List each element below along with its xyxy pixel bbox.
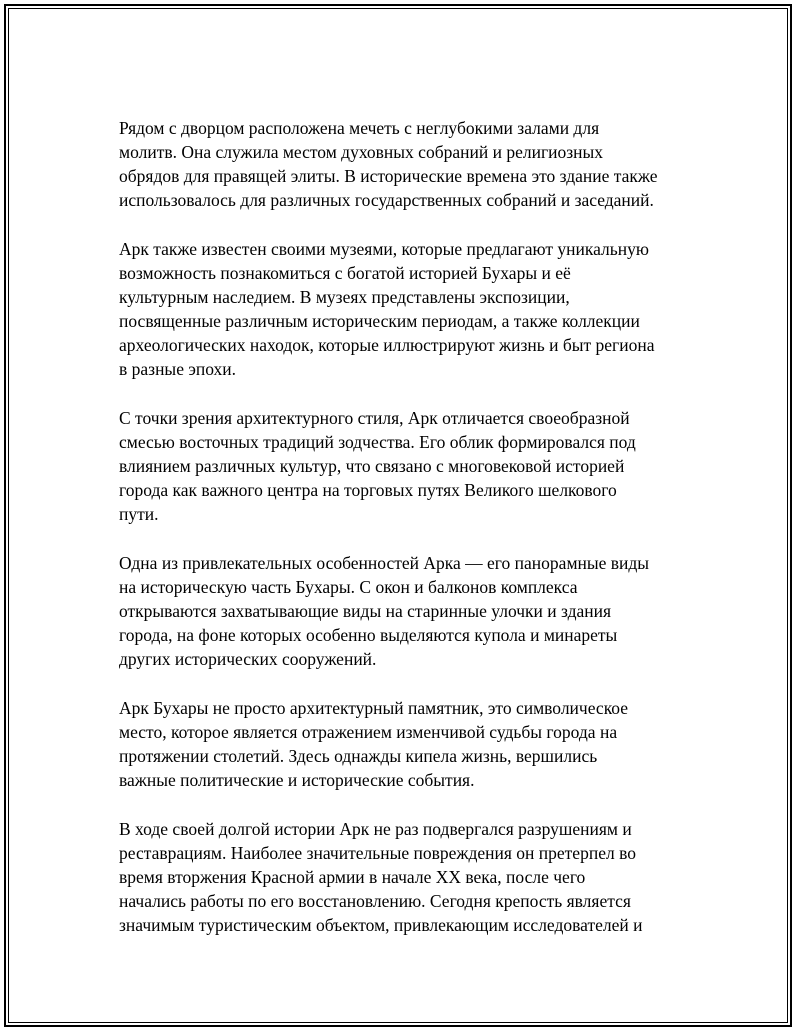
paragraph-history bbox=[119, 817, 689, 937]
text-line: возможность познакомиться с богатой историей Бухары и её bbox=[119, 263, 571, 283]
text-line: обрядов для правящей элиты. В исторические времена это здание также bbox=[119, 166, 658, 186]
text-line: Одна из привлекательных особенностей Арка — его панорамные виды bbox=[119, 553, 650, 573]
text-line: значимым туристическим объектом, привлекающим исследователей и bbox=[119, 915, 643, 935]
paragraph-mosque bbox=[119, 116, 689, 212]
text-line: открываются захватывающие виды на старинные улочки и здания bbox=[119, 601, 612, 621]
text-line: важные политические и исторические события. bbox=[119, 770, 475, 790]
paragraph-museums bbox=[119, 237, 689, 381]
text-line: пути. bbox=[119, 504, 159, 524]
text-line: на историческую часть Бухары. С окон и балконов комплекса bbox=[119, 577, 578, 597]
text-line: начались работы по его восстановлению. Сегодня крепость является bbox=[119, 891, 631, 911]
text-line: Арк Бухары не просто архитектурный памятник, это символическое bbox=[119, 698, 629, 718]
paragraph-panoramic-views bbox=[119, 551, 689, 671]
text-line: протяжении столетий. Здесь однажды кипела жизнь, вершились bbox=[119, 746, 598, 766]
text-line: время вторжения Красной армии в начале XX века, после чего bbox=[119, 867, 586, 887]
text-line: С точки зрения архитектурного стиля, Арк отличается своеобразной bbox=[119, 408, 630, 428]
text-line: города, на фоне которых особенно выделяются купола и минареты bbox=[119, 625, 618, 645]
text-line: влиянием различных культур, что связано с многовековой историей bbox=[119, 456, 625, 476]
text-line: Рядом с дворцом расположена мечеть с неглубокими залами для bbox=[119, 118, 600, 138]
text-line: смесью восточных традиций зодчества. Его облик формировался под bbox=[119, 432, 636, 452]
paragraph-symbolic-place bbox=[119, 696, 689, 792]
text-line: других исторических сооружений. bbox=[119, 649, 377, 669]
text-line: молитв. Она служила местом духовных собраний и религиозных bbox=[119, 142, 604, 162]
text-line: города как важного центра на торговых путях Великого шелкового bbox=[119, 480, 617, 500]
paragraph-architecture bbox=[119, 406, 689, 526]
document-body bbox=[119, 116, 689, 962]
text-line: использовалось для различных государственных собраний и заседаний. bbox=[119, 190, 654, 210]
text-line: Арк также известен своими музеями, которые предлагают уникальную bbox=[119, 239, 649, 259]
text-line: В ходе своей долгой истории Арк не раз подвергался разрушениям и bbox=[119, 819, 632, 839]
text-line: археологических находок, которые иллюстрируют жизнь и быт региона bbox=[119, 335, 655, 355]
text-line: место, которое является отражением изменчивой судьбы города на bbox=[119, 722, 618, 742]
text-line: реставрациям. Наиболее значительные повреждения он претерпел во bbox=[119, 843, 636, 863]
text-line: посвященные различным историческим периодам, а также коллекции bbox=[119, 311, 640, 331]
text-line: в разные эпохи. bbox=[119, 359, 237, 379]
text-line: культурным наследием. В музеях представлены экспозиции, bbox=[119, 287, 570, 307]
